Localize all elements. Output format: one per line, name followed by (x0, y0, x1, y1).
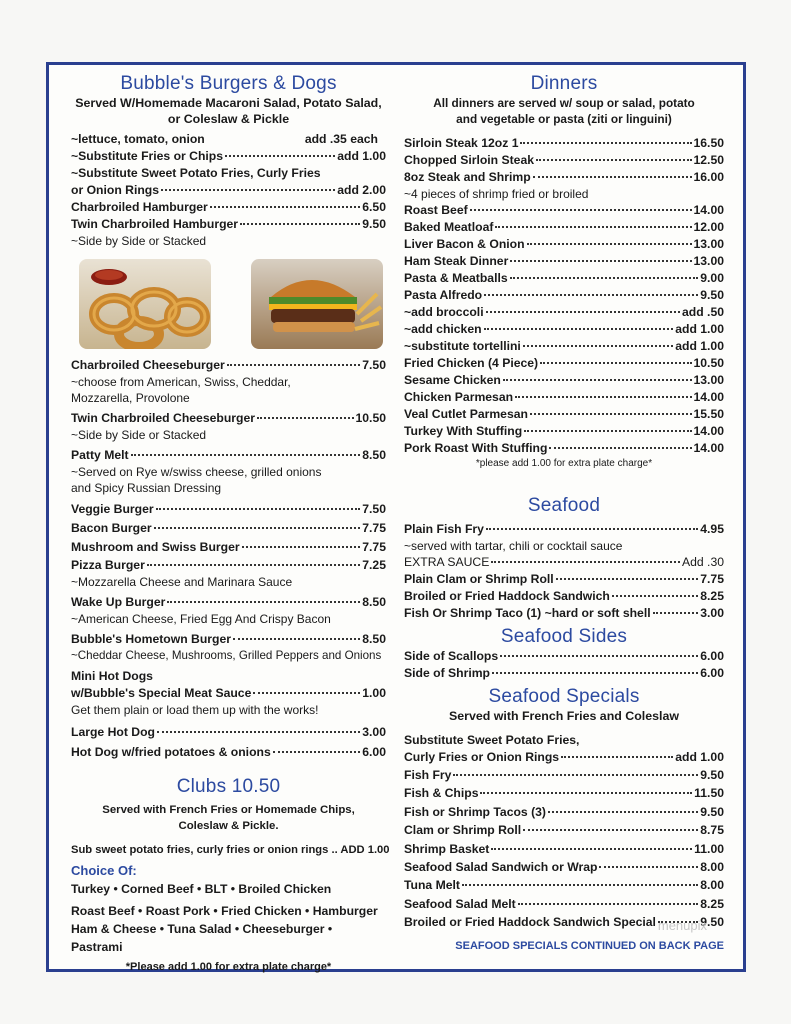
watermark: menupix (657, 918, 707, 933)
menu-item: Bacon Burger 7.75 (71, 519, 386, 538)
cheeseburger-photo (251, 259, 383, 349)
menu-item: Fish Fry 9.50 (404, 766, 724, 784)
menu-item-note: Substitute Sweet Potato Fries, (404, 733, 580, 747)
menu-item-note: Mini Hot Dogs (71, 669, 153, 683)
menu-item: Pasta Alfredo 9.50 (404, 287, 724, 304)
menu-item: Seafood Salad Sandwich or Wrap 8.00 (404, 858, 724, 876)
food-photos (79, 259, 383, 349)
menu-item: Wake Up Burger 8.50 (71, 594, 386, 611)
clubs-subtitle: Served with French Fries or Homemade Chips, (102, 804, 355, 816)
menu-item-note: ~Substitute Sweet Potato Fries, Curly Fries (71, 166, 321, 180)
menu-item: Bubble's Hometown Burger 8.50 (71, 631, 386, 648)
menu-item: Charbroiled Cheeseburger 7.50 (71, 357, 386, 374)
seafood-sides-title: Seafood Sides (500, 626, 628, 647)
burgers-subtitle-2: or Coleslaw & Pickle (167, 112, 290, 126)
menu-item: Roast Beef 14.00 (404, 202, 724, 219)
continued-note: SEAFOOD SPECIALS CONTINUED ON BACK PAGE (455, 939, 724, 952)
club-choices: Turkey • Corned Beef • BLT • Broiled Chicken (71, 882, 332, 896)
menu-item: 8oz Steak and Shrimp 16.00 (404, 169, 724, 186)
menu-item: Pasta & Meatballs 9.00 (404, 270, 724, 287)
menu-item: Shrimp Basket 11.00 (404, 840, 724, 858)
menu-item: Side of Shrimp 6.00 (404, 665, 724, 682)
menu-item: Liver Bacon & Onion 13.00 (404, 236, 724, 253)
menu-item: Ham Steak Dinner 13.00 (404, 253, 724, 270)
menu-item: Sesame Chicken 13.00 (404, 372, 724, 389)
menu-item: Fish & Chips 11.50 (404, 784, 724, 802)
menu-item: Curly Fries or Onion Rings add 1.00 (404, 749, 724, 766)
menu-item: or Onion Rings add 2.00 (71, 182, 386, 199)
menu-item: Fish Or Shrimp Taco (1) ~hard or soft shell 3.00 (404, 605, 724, 622)
clubs-substitute: Sub sweet potato fries, curly fries or onion rings .. ADD 1.00 (71, 844, 390, 856)
plate-charge-note: *Please add 1.00 for extra plate charge* (125, 961, 332, 973)
right-column (404, 73, 724, 952)
item-description: ~Side by Side or Stacked (71, 234, 207, 248)
club-choices: Ham & Cheese • Tuna Salad • Cheeseburger • Pastrami (71, 922, 333, 954)
burgers-subtitle: Served W/Homemade Macaroni Salad, Potato Salad, (75, 96, 382, 110)
clubs-subtitle-2: Coleslaw & Pickle. (178, 820, 279, 832)
clubs-title: Clubs 10.50 (176, 776, 281, 797)
seafood-title: Seafood (527, 495, 601, 516)
menu-item: Broiled or Fried Haddock Sandwich 8.25 (404, 588, 724, 605)
menu-item: Chopped Sirloin Steak 12.50 (404, 152, 724, 169)
menu-item: Hot Dog w/fried potatoes & onions 6.00 (71, 742, 386, 762)
item-description: ~Side by Side or Stacked (71, 428, 207, 442)
club-choices: Roast Beef • Roast Pork • Fried Chicken • Hamburger (71, 904, 378, 918)
menu-item: ~substitute tortellini add 1.00 (404, 338, 724, 355)
menu-page (46, 62, 746, 972)
menu-item: Baked Meatloaf 12.00 (404, 219, 724, 236)
menu-item: Veggie Burger 7.50 (71, 500, 386, 519)
menu-item: Fish or Shrimp Tacos (3) 9.50 (404, 803, 724, 821)
item-description: ~Cheddar Cheese, Mushrooms, Grilled Peppers and Onions (71, 649, 382, 662)
dinners-title: Dinners (530, 73, 598, 94)
menu-item: ~add chicken add 1.00 (404, 321, 724, 338)
left-column (71, 73, 390, 974)
menu-item: Veal Cutlet Parmesan 15.50 (404, 406, 724, 423)
menu-item: Sirloin Steak 12oz 1 16.50 (404, 135, 724, 152)
menu-item: Large Hot Dog 3.00 (71, 722, 386, 742)
menu-item: Broiled or Fried Haddock Sandwich Special 9.50 (404, 913, 724, 931)
seafood-specials-subtitle: Served with French Fries and Coleslaw (449, 709, 679, 723)
menu-item: Patty Melt 8.50 (71, 447, 386, 464)
menu-item: Seafood Salad Melt 8.25 (404, 895, 724, 913)
menu-item: Side of Scallops 6.00 (404, 648, 724, 665)
menu-item: Clam or Shrimp Roll 8.75 (404, 821, 724, 839)
menu-item: ~add broccoli add .50 (404, 304, 724, 321)
menu-item: Pork Roast With Stuffing 14.00 (404, 440, 724, 457)
menu-item: ~Substitute Fries or Chips add 1.00 (71, 148, 386, 165)
item-description: and Spicy Russian Dressing (71, 481, 222, 495)
item-description: ~American Cheese, Fried Egg And Crispy Bacon (71, 612, 331, 626)
item-description: Get them plain or load them up with the works! (71, 703, 319, 717)
burgers-title: Bubble's Burgers & Dogs (120, 73, 337, 94)
menu-item: Turkey With Stuffing 14.00 (404, 423, 724, 440)
menu-item: Pizza Burger 7.25 (71, 557, 386, 574)
dinners-subtitle: All dinners are served w/ soup or salad, potato (433, 96, 695, 110)
dinner-items (404, 202, 724, 457)
plate-charge-note: *please add 1.00 for extra plate charge* (475, 458, 653, 469)
choice-title: Choice Of: (71, 863, 137, 878)
item-description: ~choose from American, Swiss, Cheddar, (71, 375, 291, 389)
menu-item: Twin Charbroiled Hamburger 9.50 (71, 216, 386, 233)
item-description: ~Served on Rye w/swiss cheese, grilled onions (71, 465, 322, 479)
item-description: ~4 pieces of shrimp fried or broiled (404, 187, 589, 201)
menu-item: EXTRA SAUCE Add .30 (404, 554, 724, 571)
menu-item: Chicken Parmesan 14.00 (404, 389, 724, 406)
menu-item: ~lettuce, tomato, onion add .35 each (71, 132, 378, 146)
menu-item: Charbroiled Hamburger 6.50 (71, 199, 386, 216)
menu-item: Mushroom and Swiss Burger 7.75 (71, 538, 386, 557)
menu-item: Plain Fish Fry 4.95 (404, 521, 724, 538)
menu-item: Plain Clam or Shrimp Roll 7.75 (404, 571, 724, 588)
menu-item: w/Bubble's Special Meat Sauce 1.00 (71, 685, 386, 702)
item-description: Mozzarella, Provolone (71, 391, 190, 405)
dinners-subtitle-2: and vegetable or pasta (ziti or linguini) (456, 112, 672, 126)
menu-item: Twin Charbroiled Cheeseburger 10.50 (71, 410, 386, 427)
onion-rings-photo (79, 259, 211, 349)
seafood-specials-title: Seafood Specials (488, 686, 640, 707)
menu-item: Tuna Melt 8.00 (404, 876, 724, 894)
item-description: ~served with tartar, chili or cocktail sauce (404, 539, 623, 553)
menu-item: Fried Chicken (4 Piece) 10.50 (404, 355, 724, 372)
item-description: ~Mozzarella Cheese and Marinara Sauce (71, 575, 293, 589)
